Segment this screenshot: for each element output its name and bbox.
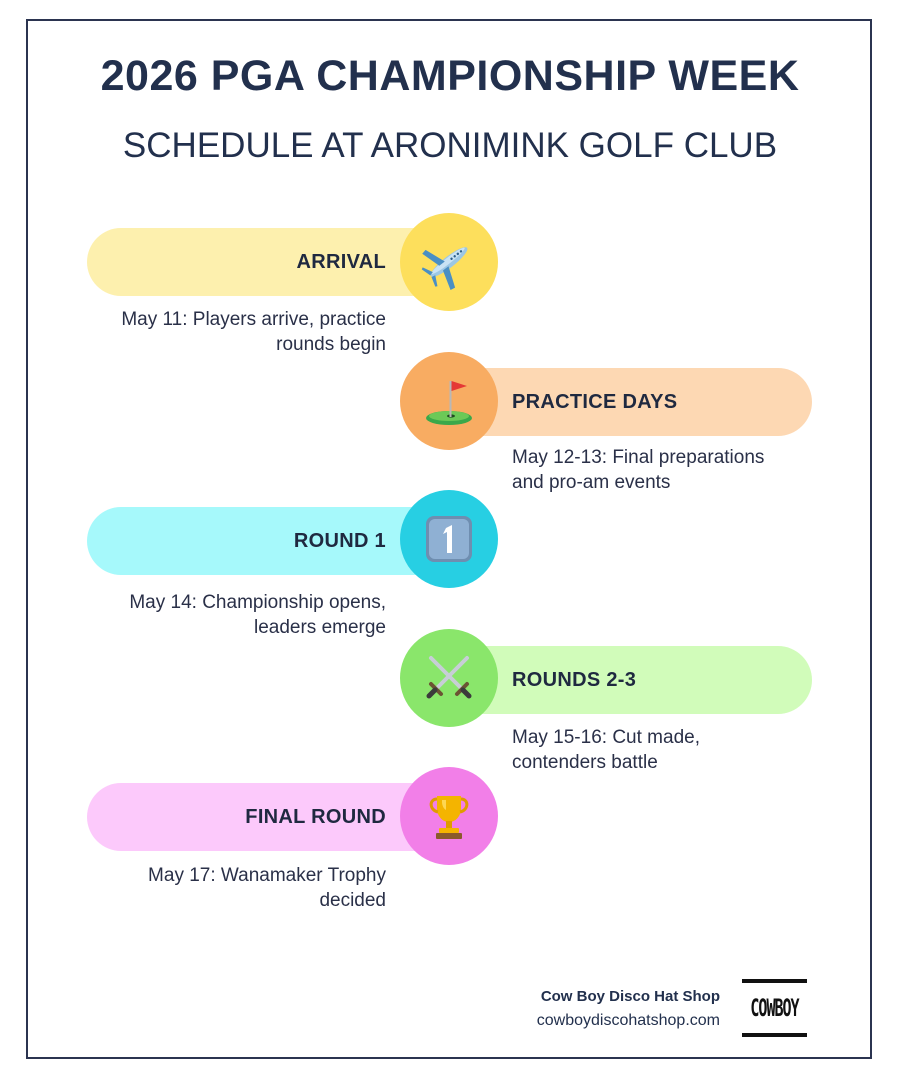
event-description: May 17: Wanamaker Trophy decided — [148, 865, 386, 911]
page-subtitle: SCHEDULE AT ARONIMINK GOLF CLUB — [122, 126, 778, 165]
golf-flag-icon — [421, 373, 477, 429]
brand-logo-text: COWBOY — [750, 993, 799, 1023]
footer-brand — [537, 986, 720, 1034]
event-description: May 15-16: Cut made, contenders battle — [512, 727, 700, 773]
event-description: May 12-13: Final preparations and pro-am events — [512, 447, 765, 493]
timeline-badge-arrival — [400, 213, 498, 311]
timeline-pill-final-round — [87, 783, 447, 851]
timeline-pill-round-1 — [87, 507, 447, 575]
event-label: ROUNDS 2-3 — [512, 668, 637, 691]
event-description: May 11: Players arrive, practice rounds begin — [121, 309, 386, 355]
event-label: ROUND 1 — [293, 529, 386, 552]
brand-logo — [742, 979, 807, 1037]
timeline-pill-arrival — [87, 228, 447, 296]
timeline-pill-practice-days — [449, 368, 812, 436]
footer-brand-name: Cow Boy Disco Hat Shop — [540, 988, 720, 1005]
event-label: FINAL ROUND — [245, 805, 386, 828]
event-label: PRACTICE DAYS — [512, 390, 678, 413]
page-title: 2026 PGA CHAMPIONSHIP WEEK — [100, 52, 800, 100]
crossed-swords-icon — [421, 650, 477, 706]
airplane-icon — [421, 234, 477, 290]
event-label: ARRIVAL — [296, 250, 386, 273]
timeline-badge-final-round — [400, 767, 498, 865]
timeline-badge-rounds-2-3 — [400, 629, 498, 727]
event-description: May 14: Championship opens, leaders emerge — [129, 592, 386, 638]
trophy-icon — [423, 790, 475, 842]
keycap-one-icon — [423, 513, 475, 565]
footer-website-link[interactable]: cowboydiscohatshop.com — [536, 1012, 720, 1029]
timeline-badge-round-1 — [400, 490, 498, 588]
timeline-pill-rounds-2-3 — [449, 646, 812, 714]
timeline-badge-practice-days — [400, 352, 498, 450]
